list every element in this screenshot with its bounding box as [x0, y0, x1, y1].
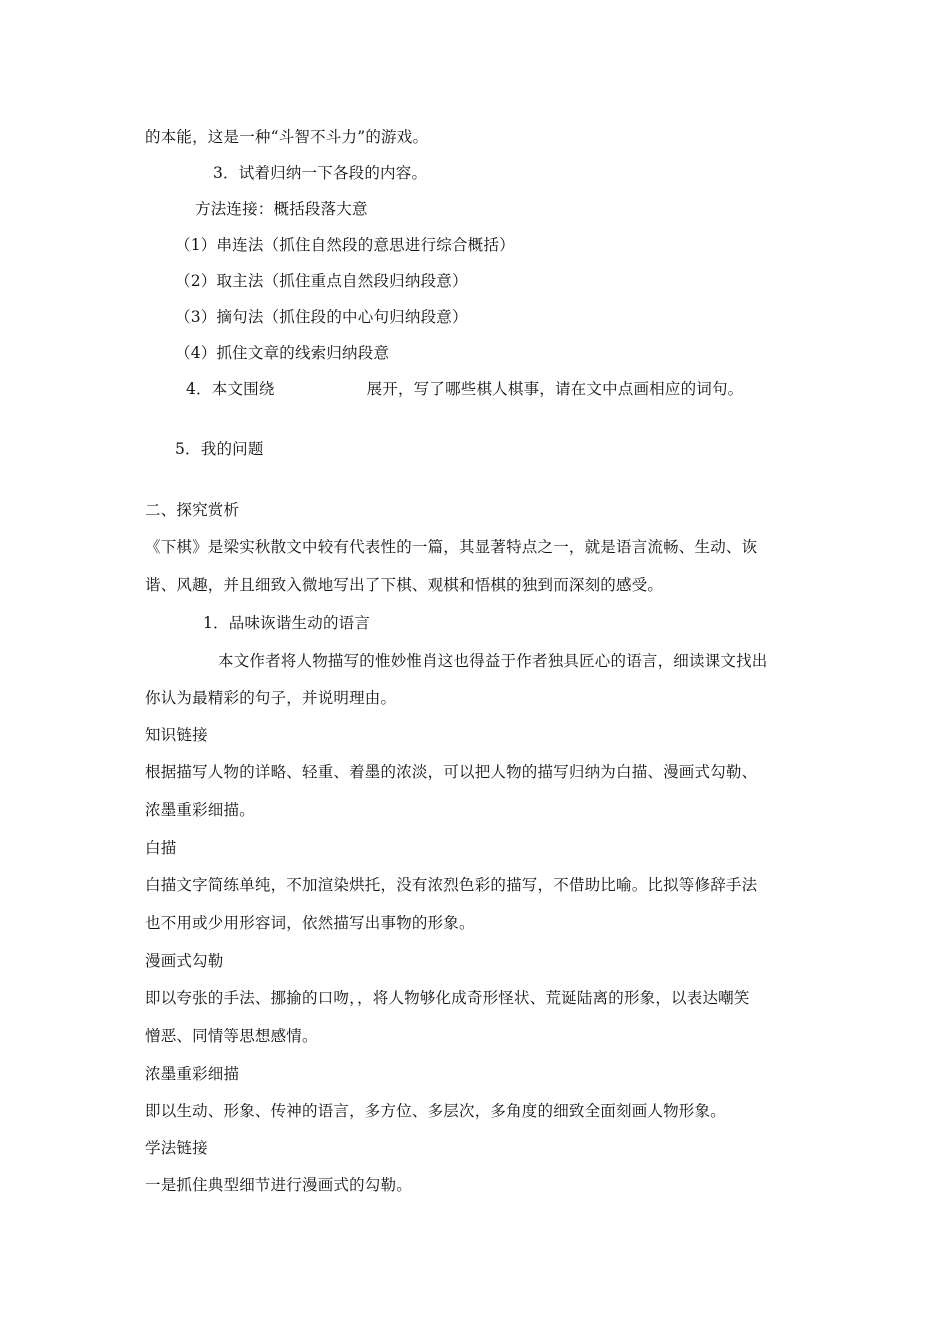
- subheading: 1．品味诙谐生动的语言: [203, 614, 371, 632]
- fill-in-question: [186, 379, 743, 399]
- text-line: 也不用或少用形容词，依然描写出事物的形象。: [145, 914, 475, 932]
- text-line: 5．我的问题: [175, 440, 264, 458]
- text-line: 即以生动、形象、传神的语言，多方位、多层次，多角度的细致全面刻画人物形象。: [145, 1102, 726, 1120]
- text-line: 白描文字简练单纯，不加渲染烘托，没有浓烈色彩的描写，不借助比喻。比拟等修辞手法: [145, 876, 758, 894]
- subheading: 漫画式勾勒: [145, 952, 224, 970]
- text-line: 方法连接：概括段落大意: [195, 200, 368, 218]
- question-prefix: 4．本文围绕: [186, 380, 275, 398]
- text-line: 即以夸张的手法、挪揄的口吻，，将人物够化成奇形怪状、荒诞陆离的形象，以表达嘲笑: [145, 989, 750, 1007]
- text-line: （4）抓住文章的线索归纳段意: [175, 344, 390, 362]
- text-line: 3．试着归纳一下各段的内容。: [213, 164, 428, 182]
- text-line: 一是抓住典型细节进行漫画式的勾勒。: [145, 1176, 412, 1194]
- text-line: 《下棋》是梁实秋散文中较有代表性的一篇，其显著特点之一，就是语言流畅、生动、诙: [145, 538, 758, 556]
- text-line: 憎恶、同情等思想感情。: [145, 1027, 318, 1045]
- text-line: 本文作者将人物描写的惟妙惟肖这也得益于作者独具匠心的语言，细读课文找出: [218, 652, 768, 670]
- subheading: 学法链接: [145, 1139, 208, 1157]
- text-line: （3）摘句法（抓住段的中心句归纳段意）: [175, 308, 468, 326]
- text-line: （1）串连法（抓住自然段的意思进行综合概括）: [175, 236, 515, 254]
- subheading: 知识链接: [145, 726, 208, 744]
- section-heading: 二、探究赏析: [145, 501, 240, 519]
- question-suffix: 展开，写了哪些棋人棋事，请在文中点画相应的词句。: [366, 380, 744, 398]
- subheading: 浓墨重彩细描: [145, 1065, 240, 1083]
- text-line: 浓墨重彩细描。: [145, 801, 255, 819]
- text-line: 的本能，这是一种“斗智不斗力”的游戏。: [145, 128, 429, 146]
- text-line: 根据描写人物的详略、轻重、着墨的浓淡，可以把人物的描写归纳为白描、漫画式勾勒、: [145, 763, 758, 781]
- text-line: 谐、风趣，并且细致入微地写出了下棋、观棋和悟棋的独到而深刻的感受。: [145, 576, 664, 594]
- text-line: （2）取主法（抓住重点自然段归纳段意）: [175, 272, 468, 290]
- text-line: 你认为最精彩的句子，并说明理由。: [145, 689, 397, 707]
- subheading: 白描: [145, 839, 177, 857]
